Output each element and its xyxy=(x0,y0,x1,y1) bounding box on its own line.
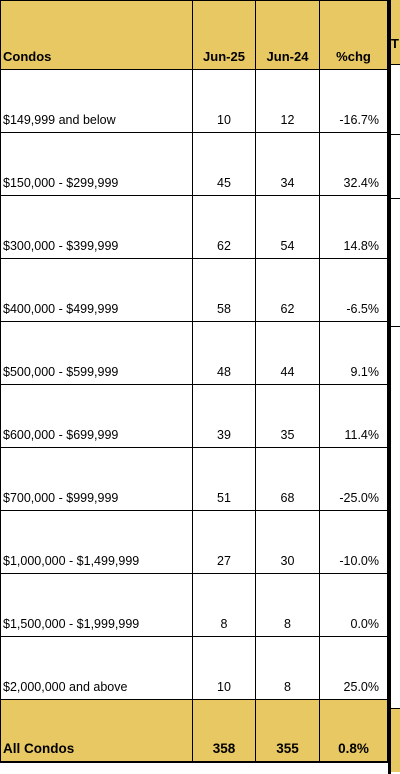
jun-25-cell: 58 xyxy=(193,259,256,322)
jun-25-cell: 27 xyxy=(193,511,256,574)
price-range-cell: $300,000 - $399,999 xyxy=(1,196,193,259)
jun-25-cell: 39 xyxy=(193,385,256,448)
jun-25-cell: 8 xyxy=(193,574,256,637)
percent-change-cell: -25.0% xyxy=(320,448,388,511)
adjacent-gridline xyxy=(391,134,400,135)
adjacent-table-edge xyxy=(388,0,400,774)
table-row xyxy=(1,511,388,574)
price-range-cell: $150,000 - $299,999 xyxy=(1,133,193,196)
jun-25-cell: 51 xyxy=(193,448,256,511)
jun-24-cell: 35 xyxy=(256,385,320,448)
table-row xyxy=(1,448,388,511)
jun-24-cell: 8 xyxy=(256,574,320,637)
percent-change-cell: 14.8% xyxy=(320,196,388,259)
thick-divider xyxy=(388,0,391,774)
price-range-cell: $600,000 - $699,999 xyxy=(1,385,193,448)
percent-change-cell: -10.0% xyxy=(320,511,388,574)
jun-24-cell: 8 xyxy=(256,637,320,700)
table-row xyxy=(1,637,388,700)
percent-change-cell: 25.0% xyxy=(320,637,388,700)
price-range-cell: $1,500,000 - $1,999,999 xyxy=(1,574,193,637)
total-jun-24: 355 xyxy=(256,700,320,763)
adjacent-gridline xyxy=(391,64,400,65)
adjacent-total-fill xyxy=(391,708,400,772)
table-row xyxy=(1,574,388,637)
percent-change-cell: 0.0% xyxy=(320,574,388,637)
percent-change-cell: -16.7% xyxy=(320,70,388,133)
jun-24-cell: 34 xyxy=(256,133,320,196)
total-percent-change: 0.8% xyxy=(320,700,388,763)
price-range-cell: $500,000 - $599,999 xyxy=(1,322,193,385)
price-range-cell: $1,000,000 - $1,499,999 xyxy=(1,511,193,574)
percent-change-cell: 32.4% xyxy=(320,133,388,196)
percent-change-cell: 11.4% xyxy=(320,385,388,448)
percent-change-cell: -6.5% xyxy=(320,259,388,322)
total-row xyxy=(1,700,388,763)
jun-24-cell: 44 xyxy=(256,322,320,385)
jun-25-cell: 62 xyxy=(193,196,256,259)
table-row xyxy=(1,322,388,385)
percent-change-cell: 9.1% xyxy=(320,322,388,385)
price-range-cell: $2,000,000 and above xyxy=(1,637,193,700)
price-range-cell: $400,000 - $499,999 xyxy=(1,259,193,322)
header-category: Condos xyxy=(1,1,193,70)
price-range-cell: $149,999 and below xyxy=(1,70,193,133)
jun-25-cell: 10 xyxy=(193,637,256,700)
table-row xyxy=(1,196,388,259)
table-row xyxy=(1,133,388,196)
adjacent-gridline xyxy=(391,708,400,709)
jun-25-cell: 48 xyxy=(193,322,256,385)
jun-25-cell: 45 xyxy=(193,133,256,196)
adjacent-header-fragment: T xyxy=(391,36,399,51)
jun-25-cell: 10 xyxy=(193,70,256,133)
adjacent-gridline xyxy=(391,326,400,327)
table-row xyxy=(1,259,388,322)
header-row xyxy=(1,1,388,70)
adjacent-header-fill xyxy=(391,0,400,64)
header-percent-change: %chg xyxy=(320,1,388,70)
price-range-cell: $700,000 - $999,999 xyxy=(1,448,193,511)
table-row xyxy=(1,385,388,448)
jun-24-cell: 12 xyxy=(256,70,320,133)
adjacent-gridline xyxy=(391,198,400,199)
jun-24-cell: 62 xyxy=(256,259,320,322)
jun-24-cell: 54 xyxy=(256,196,320,259)
header-jun-25: Jun-25 xyxy=(193,1,256,70)
total-label: All Condos xyxy=(1,700,193,763)
jun-24-cell: 68 xyxy=(256,448,320,511)
header-jun-24: Jun-24 xyxy=(256,1,320,70)
total-jun-25: 358 xyxy=(193,700,256,763)
table-row xyxy=(1,70,388,133)
jun-24-cell: 30 xyxy=(256,511,320,574)
